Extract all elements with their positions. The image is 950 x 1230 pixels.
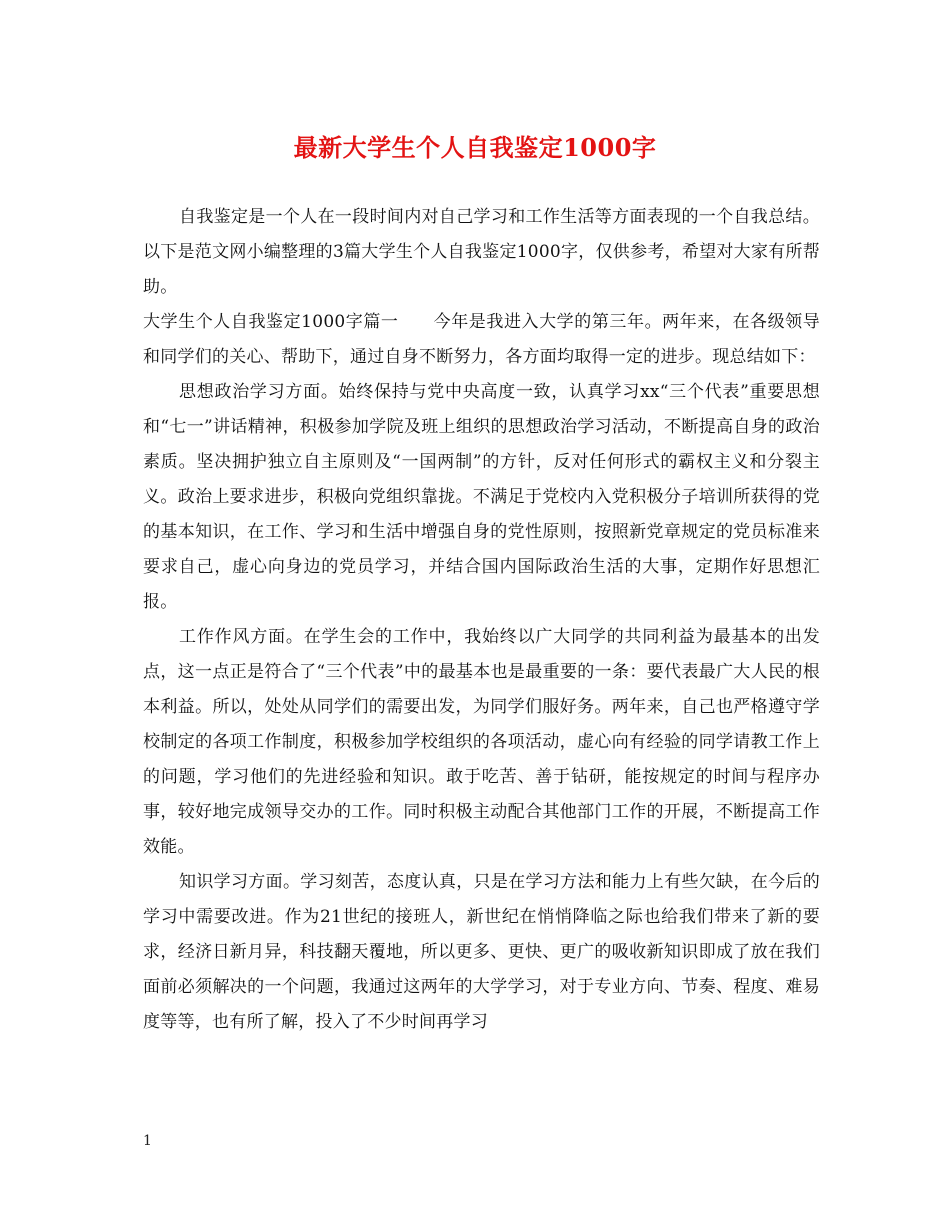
paragraph-section-one-intro: 大学生个人自我鉴定1000字篇一 今年是我进入大学的第三年。两年来，在各级领导和同学们的关心、帮助下，通过自身不断努力，各方面均取得一定的进步。现总结如下： bbox=[143, 312, 820, 367]
page-number: 1 bbox=[143, 1133, 152, 1149]
paragraph-intro: 自我鉴定是一个人在一段时间内对自己学习和工作生活等方面表现的一个自我总结。以下是范文网小编整理的3篇大学生个人自我鉴定1000字，仅供参考，希望对大家有所帮助。 bbox=[143, 207, 820, 297]
paragraph-political-study: 思想政治学习方面。始终保持与党中央高度一致，认真学习xx“三个代表”重要思想和“七一”讲话精神，积极参加学院及班上组织的思想政治学习活动，不断提高自身的政治素质。坚决拥护独立自主原则及“一国两制”的方针，反对任何形式的霸权主义和分裂主义。政治上要求进步，积极向党组织靠拢。不满足于党校内入党积极分子培训所获得的党的基本知识，在工作、学习和生活中增强自身的党性原则，按照新党章规定的党员标准来要求自己，虚心向身边的党员学习，并结合国内国际政治生活的大事，定期作好思想汇报。 bbox=[143, 382, 820, 612]
paragraph-knowledge-study: 知识学习方面。学习刻苦，态度认真，只是在学习方法和能力上有些欠缺，在今后的学习中需要改进。作为21世纪的接班人，新世纪在悄悄降临之际也给我们带来了新的要求，经济日新月异，科技翻天覆地，所以更多、更快、更广的吸收新知识即成了放在我们面前必须解决的一个问题，我通过这两年的大学学习，对于专业方向、节奏、程度、难易度等等，也有所了解，投入了不少时间再学习 bbox=[143, 872, 820, 1032]
document-title: 最新大学生个人自我鉴定1000字 bbox=[293, 133, 657, 162]
paragraph-work-style: 工作作风方面。在学生会的工作中，我始终以广大同学的共同利益为最基本的出发点，这一点正是符合了“三个代表”中的最基本也是最重要的一条：要代表最广大人民的根本利益。所以，处处从同学们的需要出发，为同学们服好务。两年来，自己也严格遵守学校制定的各项工作制度，积极参加学校组织的各项活动，虚心向有经验的同学请教工作上的问题，学习他们的先进经验和知识。敢于吃苦、善于钻研，能按规定的时间与程序办事，较好地完成领导交办的工作。同时积极主动配合其他部门工作的开展，不断提高工作效能。 bbox=[143, 627, 820, 857]
document-body bbox=[143, 200, 820, 1040]
